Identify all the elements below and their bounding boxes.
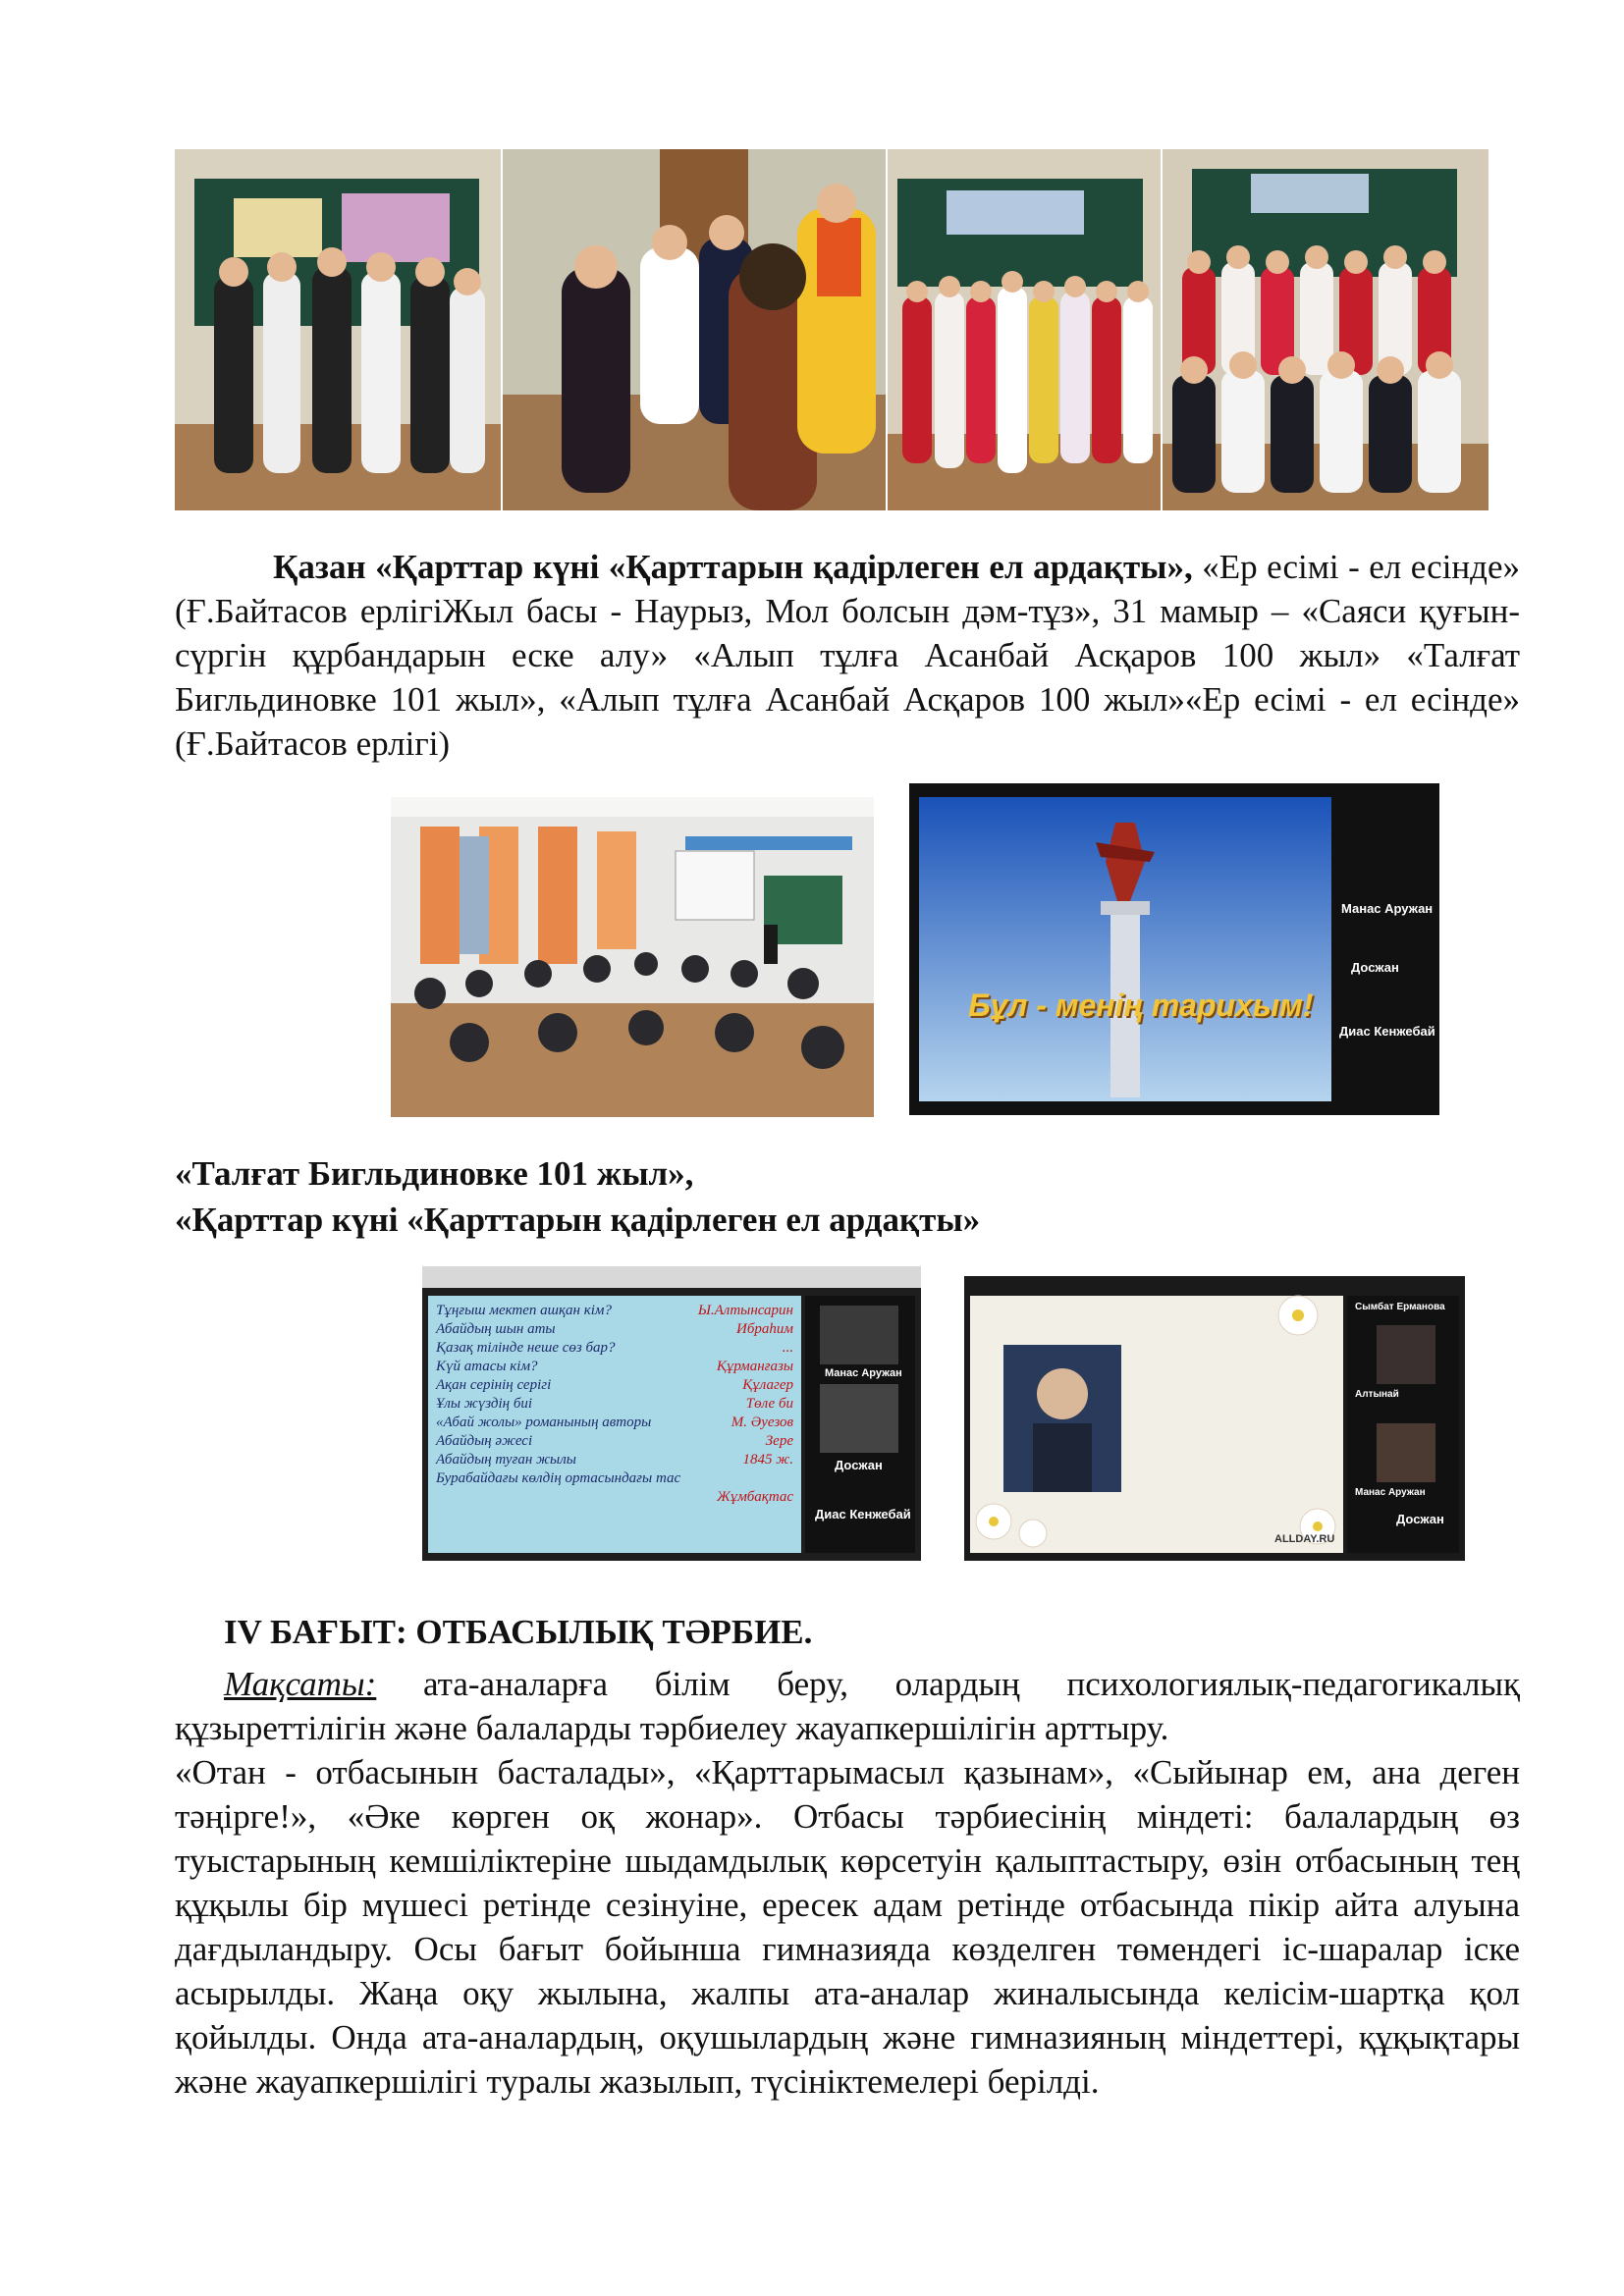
photo-classroom-costumes-3 <box>888 149 1161 510</box>
section-heading: IV БАҒЫТ: ОТБАСЫЛЫҚ ТӘРБИЕ. <box>224 1613 813 1651</box>
intro-rest: «Ер есімі - ел есінде» (Ғ.Байтасов ерлігіЖыл басы - Наурыз, Мол болсын дәм-тұз», 31 мамыр – «Саяси қуғын- сүргін құрбандарын еске алу» «Алып тұлға Асанбай Асқаров 100 жыл» «Талғат Бигльдиновке 101 жыл», «Алып тұлға Асанбай Асқаров 100 жыл»«Ер есімі - ел есінде» (Ғ.Байтасов ерлігі) <box>175 548 1520 763</box>
caption-line-1: «Талғат Бигльдиновке 101 жыл», <box>175 1154 694 1193</box>
quiz-row: Күй атасы кім? Құрманғазы <box>436 1359 793 1374</box>
quiz-list <box>428 1302 801 1507</box>
photo-classroom-lesson <box>391 797 874 1117</box>
photo-classroom-costumes-1 <box>175 149 501 510</box>
photo-classroom-costumes-4 <box>1163 149 1489 510</box>
video-participant-3: Диас Кенжебай <box>1339 1024 1435 1039</box>
presentation-quote <box>1141 1345 1327 1463</box>
section-goal <box>175 1662 1520 1750</box>
caption-line-2: «Қарттар күні «Қарттарын қадірлеген ел ардақты» <box>175 1201 981 1239</box>
quiz-row: Абайдың туған жылы 1845 ж. <box>436 1452 793 1468</box>
presentation-participant-4: Досжан <box>1396 1512 1444 1526</box>
quiz-row: Ақан серінің серігі Құлагер <box>436 1377 793 1393</box>
presentation-screen <box>964 1276 1465 1561</box>
intro-paragraph <box>175 545 1520 766</box>
quiz-row: Тұңғыш мектеп ашқан кім? Ы.Алтынсарин <box>436 1303 793 1318</box>
presentation-logo: ALLDAY.RU <box>1274 1533 1335 1545</box>
quiz-row: Қазақ тілінде неше сөз бар? ... <box>436 1340 793 1356</box>
quiz-screen <box>422 1266 921 1561</box>
video-banner: Бұл - менің тарихым! <box>968 988 1314 1023</box>
quiz-participant-1: Манас Аружан <box>825 1367 902 1379</box>
video-screen-history <box>909 783 1439 1115</box>
photo-classroom-costumes-2 <box>503 149 886 510</box>
presentation-participant-3: Манас Аружан <box>1355 1487 1426 1498</box>
section-body: «Отан - отбасынын басталады», «Қарттарымасыл қазынам», «Сыйынар ем, ана деген тәңірге!», «Әке көрген оқ жонар». Отбасы тәрбиесінің міндеті: балалардың өз туыстарының кемшіліктеріне шыдамдылық көрсетуін қалыптастыру, өзін отбасының тең құқылы бір мүшесі ретінде сезінуіне, ересек адам ретінде отбасында пікір айта алуына дағдыландыру. Осы бағыт бойынша гимназияда көзделген төмендегі іс-шаралар іске асырылды. Жаңа оқу жылына, жалпы ата-аналар жиналысында келісім-шартқа қол қойылды. Онда ата-аналардың, оқушылардың және гимназияның міндеттері, құқықтары және жауапкершілігі туралы жазылып, түсініктемелері берілді. <box>175 1753 1520 2101</box>
video-participant-2: Досжан <box>1351 960 1399 975</box>
goal-label: Мақсаты: <box>224 1665 377 1703</box>
quiz-participant-3: Диас Кенжебай <box>815 1507 911 1522</box>
presentation-participant-2: Алтынай <box>1355 1389 1399 1400</box>
quiz-row: Жұмбақтас <box>716 1489 793 1505</box>
presentation-participant-1: Сымбат Ерманова <box>1355 1302 1445 1312</box>
quiz-participant-2: Досжан <box>835 1458 883 1472</box>
quiz-row: «Абай жолы» романының авторы М. Әуезов <box>436 1415 793 1430</box>
goal-text: ата-аналарға білім беру, олардың психологиялық-педагогикалық құзыреттілігін және балаларды тәрбиелеу жауапкершілігін арттыру. <box>175 1665 1520 1747</box>
quiz-row: Бурабайдағы көлдің ортасындағы тас <box>436 1470 681 1486</box>
quiz-row: Абайдың әжесі Зере <box>436 1433 793 1449</box>
quiz-row: Ұлы жүздің биі Төле би <box>436 1396 793 1412</box>
quiz-row: Абайдың шын аты Ибраһим <box>436 1321 793 1337</box>
intro-bold-lead: Қазан «Қарттар күні «Қарттарын қадірлеген ел ардақты», <box>273 548 1193 586</box>
video-participant-1: Манас Аружан <box>1341 901 1434 916</box>
